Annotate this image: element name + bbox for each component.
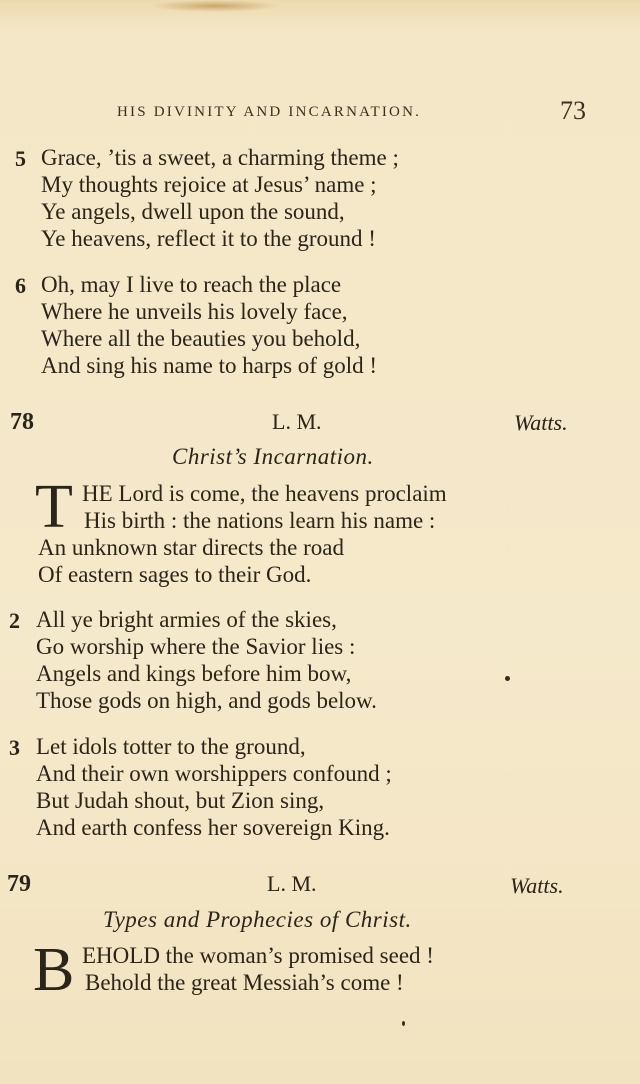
drop-cap: B bbox=[33, 936, 75, 1004]
stanza-number: 5 bbox=[15, 146, 26, 171]
stanza-number: 3 bbox=[9, 735, 20, 760]
hymn-author: Watts. bbox=[510, 873, 564, 898]
running-head: HIS DIVINITY AND INCARNATION. bbox=[117, 104, 422, 120]
verse-line: Let idols totter to the ground, bbox=[36, 734, 306, 759]
verse-line: An unknown star directs the road bbox=[38, 535, 344, 560]
stanza-number: 2 bbox=[9, 608, 20, 633]
verse-line: Where all the beauties you behold, bbox=[41, 326, 361, 351]
ink-speck bbox=[402, 1021, 405, 1026]
paper-stain bbox=[150, 0, 280, 12]
verse-line: All ye bright armies of the skies, bbox=[36, 607, 337, 632]
hymn-meter: L. M. bbox=[272, 409, 322, 434]
page-number: 73 bbox=[560, 96, 586, 125]
verse-line: My thoughts rejoice at Jesus’ name ; bbox=[41, 172, 377, 197]
verse-line: And their own worshippers confound ; bbox=[36, 761, 392, 786]
verse-line: Behold the great Messiah’s come ! bbox=[85, 970, 404, 995]
verse-line: EHOLD the woman’s promised seed ! bbox=[82, 943, 434, 968]
hymn-title: Types and Prophecies of Christ. bbox=[103, 907, 412, 932]
verse-line: Of eastern sages to their God. bbox=[38, 562, 312, 587]
verse-line: Ye angels, dwell upon the sound, bbox=[41, 199, 345, 224]
verse-line: And earth confess her sovereign King. bbox=[36, 815, 390, 840]
ink-speck bbox=[505, 676, 510, 681]
verse-line: HE Lord is come, the heavens proclaim bbox=[82, 481, 447, 506]
drop-cap: T bbox=[35, 473, 73, 541]
verse-line: His birth : the nations learn his name : bbox=[84, 508, 436, 533]
verse-line: Go worship where the Savior lies : bbox=[36, 634, 356, 659]
hymn-author: Watts. bbox=[514, 410, 568, 435]
verse-line: Grace, ’tis a sweet, a charming theme ; bbox=[41, 145, 399, 170]
verse-line: And sing his name to harps of gold ! bbox=[41, 353, 378, 378]
hymn-meter: L. M. bbox=[267, 871, 317, 896]
verse-line: Where he unveils his lovely face, bbox=[41, 299, 348, 324]
hymn-number: 78 bbox=[10, 409, 34, 435]
verse-line: But Judah shout, but Zion sing, bbox=[36, 788, 325, 813]
stanza-number: 6 bbox=[15, 273, 26, 298]
verse-line: Oh, may I live to reach the place bbox=[41, 272, 342, 297]
hymn-number: 79 bbox=[7, 871, 31, 897]
verse-line: Angels and kings before him bow, bbox=[36, 661, 352, 686]
hymn-title: Christ’s Incarnation. bbox=[172, 444, 374, 469]
verse-line: Those gods on high, and gods below. bbox=[36, 688, 377, 713]
verse-line: Ye heavens, reflect it to the ground ! bbox=[41, 226, 376, 251]
